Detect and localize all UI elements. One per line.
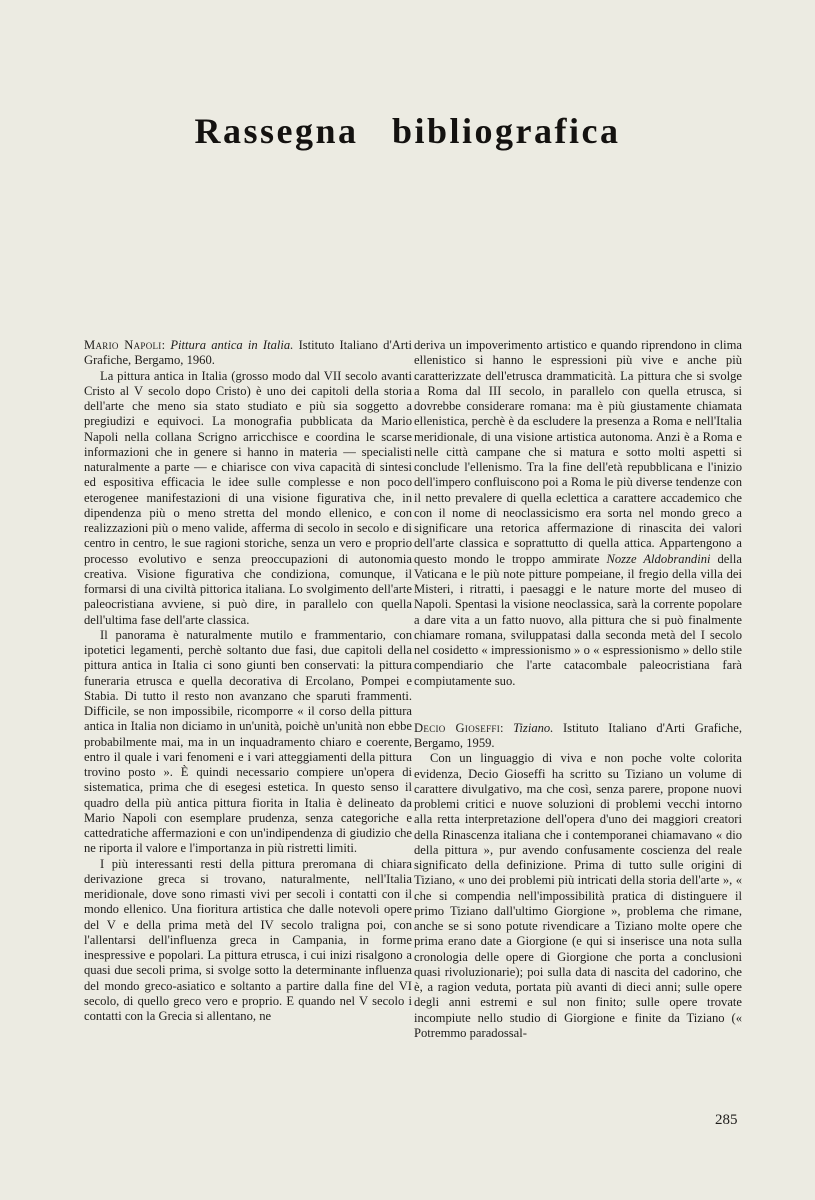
review-paragraph: La pittura antica in Italia (grosso modo dal VII secolo avanti Cristo al V secolo dopo Cristo) è uno dei capitoli della storia dell'arte che meno sia stato studiato e più sia soggetto a pregiudizi e equivoci. La monografia pubblicata da Mario Napoli nella collana Scrigno arricchisce e coordina le scarse informazioni che in genere si hanno in materia — specialisti naturalmente a parte — e chiarisce con viva capacità di sintesi ed espositiva efficacia le idee sulle complesse e non poco eterogenee manifestazioni di una visione figurativa che, in dipendenza più o meno stretta del mondo ellenico, e con realizzazioni più o meno valide, afferma di secolo in secolo e di centro in centro, le sue ragioni storiche, senza un vero e proprio processo evolutivo e senza preoccupazioni di autonomia creativa. Visione figurativa che condiziona, comunque, il formarsi di una civiltà pittorica italiana. Lo svolgimento dell'arte paleocristiana avviene, si può dire, in parallelo con quella dell'ultima fase dell'arte classica.: [84, 368, 412, 627]
review-work-title: Pittura antica in Italia.: [170, 338, 294, 352]
left-column: [84, 338, 412, 1024]
review-paragraph-continued: [414, 338, 742, 689]
review-paragraph: I più interessanti resti della pittura preromana di chiara derivazione greca si trovano, naturalmente, nell'Italia meridionale, dove sono rimasti vivi per secoli i contatti con il mondo ellenico. Una fioritura artistica che dalle notevoli opere del V e della prima metà del IV secolo traligna poi, con l'allentarsi dell'influenza greca in Campania, in forme inespressive e popolari. La pittura etrusca, i cui inizi risalgono a quasi due secoli prima, si svolge sotto la determinante influenza del mondo greco-asiatico e soltanto a partire dalla fine del VI secolo, di quello greco vero e proprio. E quando nel V secolo i contatti con la Grecia si allentano, ne: [84, 856, 412, 1023]
review-work-title: Tiziano.: [513, 720, 554, 735]
review-author: Decio Gioseffi: [414, 720, 500, 735]
review-paragraph: Con un linguaggio di viva e non poche volte colorita evidenza, Decio Gioseffi ha scritto su Tiziano un volume di carattere divulgativo, ma che così, senza parere, propone nuovi problemi critici e nuove soluzioni di problemi vecchi intorno alla retta interpretazione dell'opera d'uno dei maggiori creatori della Rinascenza italiana che i contemporanei chiamavano « dio della pittura », pur avendo confusamente coscienza del reale significato della definizione. Prima di tutto sulle origini di Tiziano, « uno dei problemi più intricati della storia dell'arte », « che si compendia nell'impossibilità pratica di distinguere il primo Tiziano dall'ultimo Giorgione », problema che rimane, anche se si sono potute rivendicare a Tiziano molte opere che prima erano date a Giorgione (e qui si inserisce una nota sulla cronologia delle opere di Giorgione che porta a conclusioni quasi rivoluzionarie); poi sulla data di nascita del cadorino, che è, a ragion veduta, portata più avanti di dieci anni; sulle opere degli anni estremi e sul non finito; sulle opere trovate incompiute nello studio di Giorgione e finite da Tiziano (« Potremmo paradossal-: [414, 751, 742, 1040]
right-column: [414, 338, 742, 1041]
page-title: Rassegna bibliografica: [194, 111, 621, 152]
continued-italic-title: Nozze Aldobrandini: [606, 551, 711, 566]
review-author: Mario Napoli: [84, 338, 162, 352]
review-heading-gioseffi: Decio Gioseffi: Tiziano. Istituto Italiano d'Arti Grafiche, Bergamo, 1959.: [414, 720, 742, 750]
continued-text-a: deriva un impoverimento artistico e quando riprendono in clima ellenistico si hanno le espressioni più vive e anche più caratterizzate dell'etrusca drammaticità. La pittura che si svolge a Roma dal III secolo, in parallelo con quella etrusca, si dovrebbe considerare romana: ma è più giustamente chiamata ellenistica, perchè è da escludere la presenza a Roma e nell'Italia meridionale, di una visione artistica autonoma. Anzi è a Roma e nelle città campane che si matura e sotto molti aspetti si conclude l'ellenismo. Tra la fine dell'età repubblicana e l'inizio dell'impero confluiscono poi a Roma le più diverse tendenze con il netto prevalere di quella eclettica a carattere accademico che con il nome di neoclassicismo era sorta nel mondo greco a significare una retorica affermazione di rinascita dei valori dell'arte classica e soprattutto di quella attica. Appartengono a questo mondo le troppo ammirate: [414, 338, 742, 566]
continued-text-b: della Vaticana e le più note pitture pompeiane, il fregio della villa dei Misteri, i ritratti, i paesaggi e le nature morte del museo di Napoli. Spentasi la visione neoclassica, sarà la corrente popolare a dare vita a un fatto nuovo, alla pittura che si può finalmente chiamare romana, sviluppatasi dalla seconda metà del I secolo nel cosidetto « impressionismo » o « espressionismo » dello stile compendiario che l'arte catacombale paleocristiana farà compiutamente suo.: [414, 551, 742, 688]
review-heading-napoli: Mario Napoli: Pittura antica in Italia. Istituto Italiano d'Arti Grafiche, Bergamo, 1960.: [84, 338, 412, 368]
review-paragraph: Il panorama è naturalmente mutilo e frammentario, con ipotetici legamenti, perchè soltanto due fasi, due capitoli della pittura antica in Italia ci sono giunti ben conservati: la pittura funeraria etrusca e quella decorativa di Ercolano, Pompei e Stabia. Di tutto il resto non avanzano che sparuti frammenti. Difficile, se non impossibile, ricomporre « il corso della pittura antica in Italia non diciamo in un'unità, poichè un'unità non ebbe probabilmente mai, ma in un inquadramento chiaro e coerente, entro il quale i vari fenomeni e i vari atteggiamenti della pittura trovino posto ». È quindi necessario compiere un'opera di sistematica, prima che di esegesi estetica. In questo senso il quadro della più antica pittura fiorita in Italia è delineato da Mario Napoli con esemplare prudenza, senza categoriche e cattedratiche affermazioni e con un'indipendenza di giudizio che ne riporta il valore e l'importanza in più ristretti limiti.: [84, 627, 412, 856]
review-publisher: Istituto Italiano d'Arti Grafiche, Bergamo, 1960.: [84, 338, 412, 368]
review-publisher: Istituto Italiano d'Arti Grafiche, Bergamo, 1959.: [414, 720, 742, 750]
page-number: 285: [715, 1112, 738, 1128]
